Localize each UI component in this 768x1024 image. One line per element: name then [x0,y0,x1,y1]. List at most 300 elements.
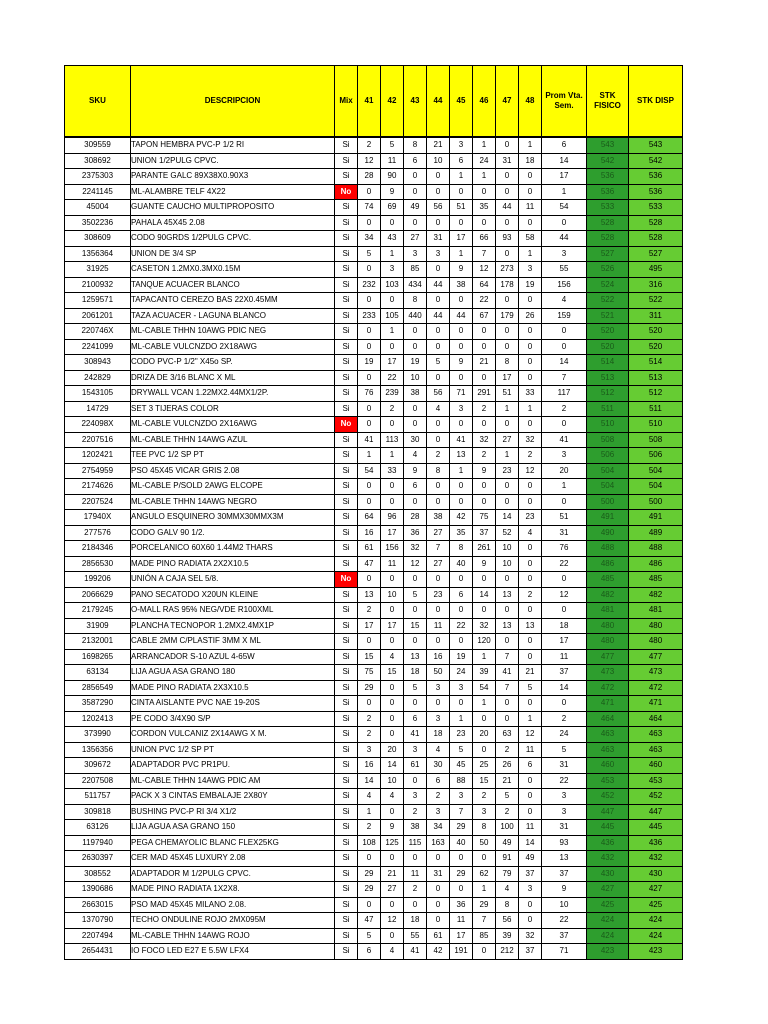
cell-sku: 308552 [65,866,131,882]
cell-descripcion: UNION PVC 1/2 SP PT [131,742,335,758]
cell-week-43: 28 [404,510,427,526]
cell-stk-disp: 510 [629,417,683,433]
cell-week-48: 21 [519,665,542,681]
cell-week-43: 0 [404,169,427,185]
cell-prom-vta-sem: 0 [542,603,587,619]
cell-week-43: 18 [404,913,427,929]
cell-week-43: 8 [404,293,427,309]
cell-sku: 1543105 [65,386,131,402]
cell-stk-fisico: 543 [587,137,629,153]
cell-week-47: 212 [496,944,519,960]
cell-descripcion: ML-CABLE THHN 14AWG ROJO [131,928,335,944]
cell-week-42: 0 [381,928,404,944]
table-row [65,308,683,324]
cell-sku: 1202421 [65,448,131,464]
cell-week-41: 0 [358,417,381,433]
table-row [65,510,683,526]
table-row [65,727,683,743]
cell-descripcion: PACK X 3 CINTAS EMBALAJE 2X80Y [131,789,335,805]
cell-prom-vta-sem: 22 [542,773,587,789]
cell-descripcion: ML-ALAMBRE TELF 4X22 [131,184,335,200]
cell-prom-vta-sem: 1 [542,184,587,200]
cell-week-42: 1 [381,324,404,340]
cell-sku: 2207516 [65,432,131,448]
cell-prom-vta-sem: 4 [542,293,587,309]
cell-week-42: 0 [381,293,404,309]
cell-week-41: 29 [358,866,381,882]
cell-week-41: 0 [358,370,381,386]
cell-week-44: 0 [427,370,450,386]
cell-week-41: 0 [358,293,381,309]
cell-sku: 1356356 [65,742,131,758]
col-header-week-44: 44 [427,66,450,138]
cell-week-42: 5 [381,137,404,153]
table-row [65,231,683,247]
cell-week-41: 233 [358,308,381,324]
cell-week-42: 43 [381,231,404,247]
cell-week-42: 21 [381,866,404,882]
cell-prom-vta-sem: 9 [542,882,587,898]
cell-sku: 2241145 [65,184,131,200]
cell-week-44: 50 [427,665,450,681]
cell-stk-fisico: 520 [587,324,629,340]
cell-stk-disp: 481 [629,603,683,619]
table-row [65,944,683,960]
cell-week-48: 33 [519,386,542,402]
cell-mix: Si [335,308,358,324]
cell-sku: 63134 [65,665,131,681]
cell-prom-vta-sem: 10 [542,897,587,913]
cell-week-43: 3 [404,742,427,758]
cell-stk-fisico: 536 [587,184,629,200]
cell-mix: Si [335,541,358,557]
cell-stk-disp: 430 [629,866,683,882]
col-header-week-43: 43 [404,66,427,138]
cell-sku: 2856549 [65,680,131,696]
cell-sku: 2630397 [65,851,131,867]
cell-week-46: 20 [473,727,496,743]
cell-week-41: 0 [358,479,381,495]
cell-mix: Si [335,153,358,169]
cell-prom-vta-sem: 17 [542,169,587,185]
cell-week-47: 1 [496,401,519,417]
cell-mix: Si [335,680,358,696]
cell-mix: Si [335,448,358,464]
cell-stk-disp: 495 [629,262,683,278]
cell-descripcion: CINTA AISLANTE PVC NAE 19-20S [131,696,335,712]
cell-week-48: 58 [519,231,542,247]
cell-week-43: 13 [404,649,427,665]
cell-descripcion: UNION DE 3/4 SP [131,246,335,262]
table-row [65,913,683,929]
cell-week-47: 0 [496,293,519,309]
cell-week-46: 1 [473,137,496,153]
cell-sku: 3502236 [65,215,131,231]
cell-week-41: 0 [358,897,381,913]
table-row [65,928,683,944]
cell-week-47: 0 [496,215,519,231]
cell-sku: 1197940 [65,835,131,851]
cell-prom-vta-sem: 3 [542,246,587,262]
cell-week-47: 2 [496,742,519,758]
cell-week-48: 11 [519,742,542,758]
cell-week-47: 13 [496,618,519,634]
cell-sku: 3587290 [65,696,131,712]
cell-week-41: 0 [358,572,381,588]
cell-week-42: 0 [381,897,404,913]
cell-week-47: 49 [496,835,519,851]
cell-week-44: 18 [427,727,450,743]
cell-week-47: 51 [496,386,519,402]
cell-stk-fisico: 490 [587,525,629,541]
cell-week-43: 49 [404,200,427,216]
cell-stk-fisico: 488 [587,541,629,557]
cell-descripcion: BUSHING PVC-P RI 3/4 X1/2 [131,804,335,820]
table-row [65,665,683,681]
cell-week-41: 64 [358,510,381,526]
cell-stk-fisico: 452 [587,789,629,805]
cell-week-48: 11 [519,200,542,216]
cell-week-46: 1 [473,649,496,665]
cell-descripcion: CODO 90GRDS 1/2PULG CPVC. [131,231,335,247]
cell-stk-disp: 432 [629,851,683,867]
cell-week-45: 40 [450,835,473,851]
cell-mix: Si [335,479,358,495]
cell-sku: 242829 [65,370,131,386]
cell-stk-disp: 424 [629,928,683,944]
cell-stk-fisico: 481 [587,603,629,619]
cell-week-45: 9 [450,262,473,278]
table-row [65,541,683,557]
cell-week-46: 9 [473,556,496,572]
cell-mix: Si [335,773,358,789]
cell-stk-disp: 508 [629,432,683,448]
cell-descripcion: CODO GALV 90 1/2. [131,525,335,541]
cell-stk-disp: 472 [629,680,683,696]
cell-mix: Si [335,851,358,867]
cell-week-48: 0 [519,184,542,200]
col-header-week-45: 45 [450,66,473,138]
cell-mix: Si [335,324,358,340]
cell-week-41: 54 [358,463,381,479]
cell-stk-fisico: 522 [587,293,629,309]
cell-stk-fisico: 424 [587,928,629,944]
cell-descripcion: ML-CABLE VULCNZDO 2X16AWG [131,417,335,433]
cell-stk-fisico: 513 [587,370,629,386]
cell-descripcion: GUANTE CAUCHO MULTIPROPOSITO [131,200,335,216]
col-header-week-41: 41 [358,66,381,138]
cell-stk-disp: 520 [629,339,683,355]
cell-sku: 2174626 [65,479,131,495]
cell-sku: 14729 [65,401,131,417]
cell-descripcion: O-MALL RAS 95% NEG/VDE R100XML [131,603,335,619]
cell-week-45: 0 [450,494,473,510]
cell-sku: 2856530 [65,556,131,572]
cell-stk-fisico: 445 [587,820,629,836]
cell-stk-fisico: 480 [587,634,629,650]
cell-week-42: 90 [381,169,404,185]
cell-stk-disp: 543 [629,137,683,153]
cell-week-45: 0 [450,215,473,231]
cell-descripcion: CORDON VULCANIZ 2X14AWG X M. [131,727,335,743]
cell-week-41: 232 [358,277,381,293]
cell-mix: Si [335,727,358,743]
cell-stk-disp: 480 [629,634,683,650]
cell-week-44: 0 [427,851,450,867]
cell-stk-disp: 452 [629,789,683,805]
cell-stk-disp: 482 [629,587,683,603]
cell-week-42: 11 [381,153,404,169]
cell-week-47: 178 [496,277,519,293]
cell-descripcion: MADE PINO RADIATA 1X2X8. [131,882,335,898]
table-row [65,432,683,448]
cell-week-48: 0 [519,696,542,712]
cell-mix: Si [335,758,358,774]
cell-week-43: 36 [404,525,427,541]
cell-stk-fisico: 473 [587,665,629,681]
cell-week-44: 4 [427,742,450,758]
col-header-stk-fisico: STK FISICO [587,66,629,138]
cell-week-42: 0 [381,417,404,433]
cell-prom-vta-sem: 7 [542,370,587,386]
cell-descripcion: IO FOCO LED E27 E 5.5W LFX4 [131,944,335,960]
table-row [65,680,683,696]
cell-stk-fisico: 514 [587,355,629,371]
cell-stk-disp: 506 [629,448,683,464]
cell-week-46: 2 [473,448,496,464]
cell-week-41: 5 [358,246,381,262]
cell-week-48: 0 [519,417,542,433]
cell-week-41: 47 [358,913,381,929]
cell-sku: 220746X [65,324,131,340]
cell-descripcion: PAHALA 45X45 2.08 [131,215,335,231]
cell-week-42: 33 [381,463,404,479]
cell-mix: Si [335,137,358,153]
cell-stk-fisico: 542 [587,153,629,169]
cell-mix: Si [335,897,358,913]
cell-mix: Si [335,603,358,619]
cell-mix: Si [335,525,358,541]
col-header-mix: Mix [335,66,358,138]
cell-mix: Si [335,587,358,603]
cell-stk-disp: 520 [629,324,683,340]
cell-week-47: 100 [496,820,519,836]
cell-week-42: 0 [381,634,404,650]
cell-mix: Si [335,696,358,712]
cell-week-43: 41 [404,944,427,960]
cell-week-45: 71 [450,386,473,402]
cell-week-45: 22 [450,618,473,634]
cell-week-42: 27 [381,882,404,898]
cell-mix: Si [335,665,358,681]
cell-mix: Si [335,494,358,510]
cell-sku: 373990 [65,727,131,743]
cell-stk-fisico: 486 [587,556,629,572]
table-row [65,789,683,805]
cell-week-43: 18 [404,665,427,681]
cell-week-43: 32 [404,541,427,557]
cell-week-46: 0 [473,370,496,386]
cell-sku: 308692 [65,153,131,169]
table-row [65,773,683,789]
cell-week-47: 0 [496,169,519,185]
cell-week-44: 0 [427,417,450,433]
cell-week-48: 4 [519,525,542,541]
cell-descripcion: ADAPTADOR M 1/2PULG CPVC. [131,866,335,882]
cell-stk-disp: 488 [629,541,683,557]
table-row [65,339,683,355]
cell-stk-fisico: 520 [587,339,629,355]
cell-week-46: 22 [473,293,496,309]
cell-week-42: 0 [381,711,404,727]
table-row [65,882,683,898]
cell-week-46: 1 [473,882,496,898]
cell-week-42: 0 [381,494,404,510]
cell-week-43: 38 [404,386,427,402]
table-row [65,556,683,572]
cell-week-42: 17 [381,525,404,541]
table-row [65,200,683,216]
table-row [65,355,683,371]
cell-week-47: 10 [496,541,519,557]
cell-prom-vta-sem: 17 [542,634,587,650]
cell-descripcion: PSO 45X45 VICAR GRIS 2.08 [131,463,335,479]
cell-week-43: 0 [404,184,427,200]
cell-descripcion: SET 3 TIJERAS COLOR [131,401,335,417]
cell-week-43: 3 [404,246,427,262]
cell-week-42: 9 [381,820,404,836]
col-header-week-42: 42 [381,66,404,138]
cell-week-45: 0 [450,696,473,712]
cell-mix: Si [335,835,358,851]
cell-descripcion: ML-CABLE THHN 10AWG PDIC NEG [131,324,335,340]
cell-week-42: 1 [381,246,404,262]
cell-week-48: 2 [519,448,542,464]
cell-week-41: 0 [358,634,381,650]
cell-stk-disp: 489 [629,525,683,541]
cell-week-45: 17 [450,928,473,944]
cell-week-42: 10 [381,587,404,603]
cell-prom-vta-sem: 54 [542,200,587,216]
cell-week-42: 156 [381,541,404,557]
cell-stk-fisico: 436 [587,835,629,851]
cell-week-42: 4 [381,944,404,960]
table-row [65,851,683,867]
inventory-table [64,65,683,960]
cell-week-46: 261 [473,541,496,557]
cell-week-47: 91 [496,851,519,867]
cell-week-41: 0 [358,494,381,510]
cell-descripcion: TANQUE ACUACER BLANCO [131,277,335,293]
cell-week-42: 2 [381,401,404,417]
cell-week-46: 2 [473,789,496,805]
cell-week-42: 12 [381,913,404,929]
cell-stk-disp: 480 [629,618,683,634]
cell-week-47: 7 [496,649,519,665]
cell-week-48: 19 [519,277,542,293]
cell-stk-fisico: 423 [587,944,629,960]
cell-week-48: 1 [519,711,542,727]
table-row [65,696,683,712]
cell-week-41: 0 [358,324,381,340]
cell-stk-disp: 514 [629,355,683,371]
cell-stk-fisico: 508 [587,432,629,448]
cell-week-44: 27 [427,556,450,572]
cell-week-46: 85 [473,928,496,944]
cell-week-45: 36 [450,897,473,913]
cell-descripcion: PANO SECATODO X20UN KLEINE [131,587,335,603]
cell-week-46: 75 [473,510,496,526]
cell-descripcion: ARRANCADOR S-10 AZUL 4-65W [131,649,335,665]
cell-week-44: 0 [427,339,450,355]
cell-week-41: 0 [358,215,381,231]
table-row [65,479,683,495]
cell-mix: Si [335,556,358,572]
cell-week-47: 26 [496,758,519,774]
col-header-week-46: 46 [473,66,496,138]
cell-week-43: 9 [404,463,427,479]
cell-week-46: 39 [473,665,496,681]
cell-prom-vta-sem: 14 [542,680,587,696]
cell-week-41: 29 [358,680,381,696]
cell-week-46: 0 [473,851,496,867]
cell-week-42: 20 [381,742,404,758]
cell-stk-fisico: 500 [587,494,629,510]
cell-stk-fisico: 430 [587,866,629,882]
cell-week-48: 3 [519,262,542,278]
cell-week-48: 0 [519,169,542,185]
cell-mix: Si [335,742,358,758]
cell-week-42: 22 [381,370,404,386]
cell-week-47: 56 [496,913,519,929]
table-row [65,618,683,634]
cell-week-45: 6 [450,587,473,603]
cell-week-48: 5 [519,680,542,696]
cell-week-43: 10 [404,370,427,386]
table-row [65,448,683,464]
cell-stk-fisico: 510 [587,417,629,433]
cell-prom-vta-sem: 3 [542,789,587,805]
cell-prom-vta-sem: 0 [542,417,587,433]
table-row [65,711,683,727]
table-row [65,184,683,200]
cell-week-47: 0 [496,479,519,495]
cell-week-46: 66 [473,231,496,247]
cell-week-47: 21 [496,773,519,789]
cell-mix: Si [335,169,358,185]
cell-week-45: 0 [450,634,473,650]
cell-stk-fisico: 524 [587,277,629,293]
cell-week-48: 3 [519,882,542,898]
cell-week-41: 0 [358,401,381,417]
cell-week-45: 24 [450,665,473,681]
cell-week-42: 125 [381,835,404,851]
cell-week-48: 49 [519,851,542,867]
cell-week-48: 0 [519,649,542,665]
cell-sku: 17940X [65,510,131,526]
cell-week-44: 7 [427,541,450,557]
cell-week-48: 0 [519,773,542,789]
cell-week-42: 10 [381,773,404,789]
cell-week-42: 1 [381,448,404,464]
cell-week-47: 273 [496,262,519,278]
cell-week-44: 8 [427,463,450,479]
cell-prom-vta-sem: 11 [542,649,587,665]
cell-sku: 309559 [65,137,131,153]
cell-sku: 1390686 [65,882,131,898]
cell-week-48: 0 [519,913,542,929]
cell-week-48: 0 [519,215,542,231]
